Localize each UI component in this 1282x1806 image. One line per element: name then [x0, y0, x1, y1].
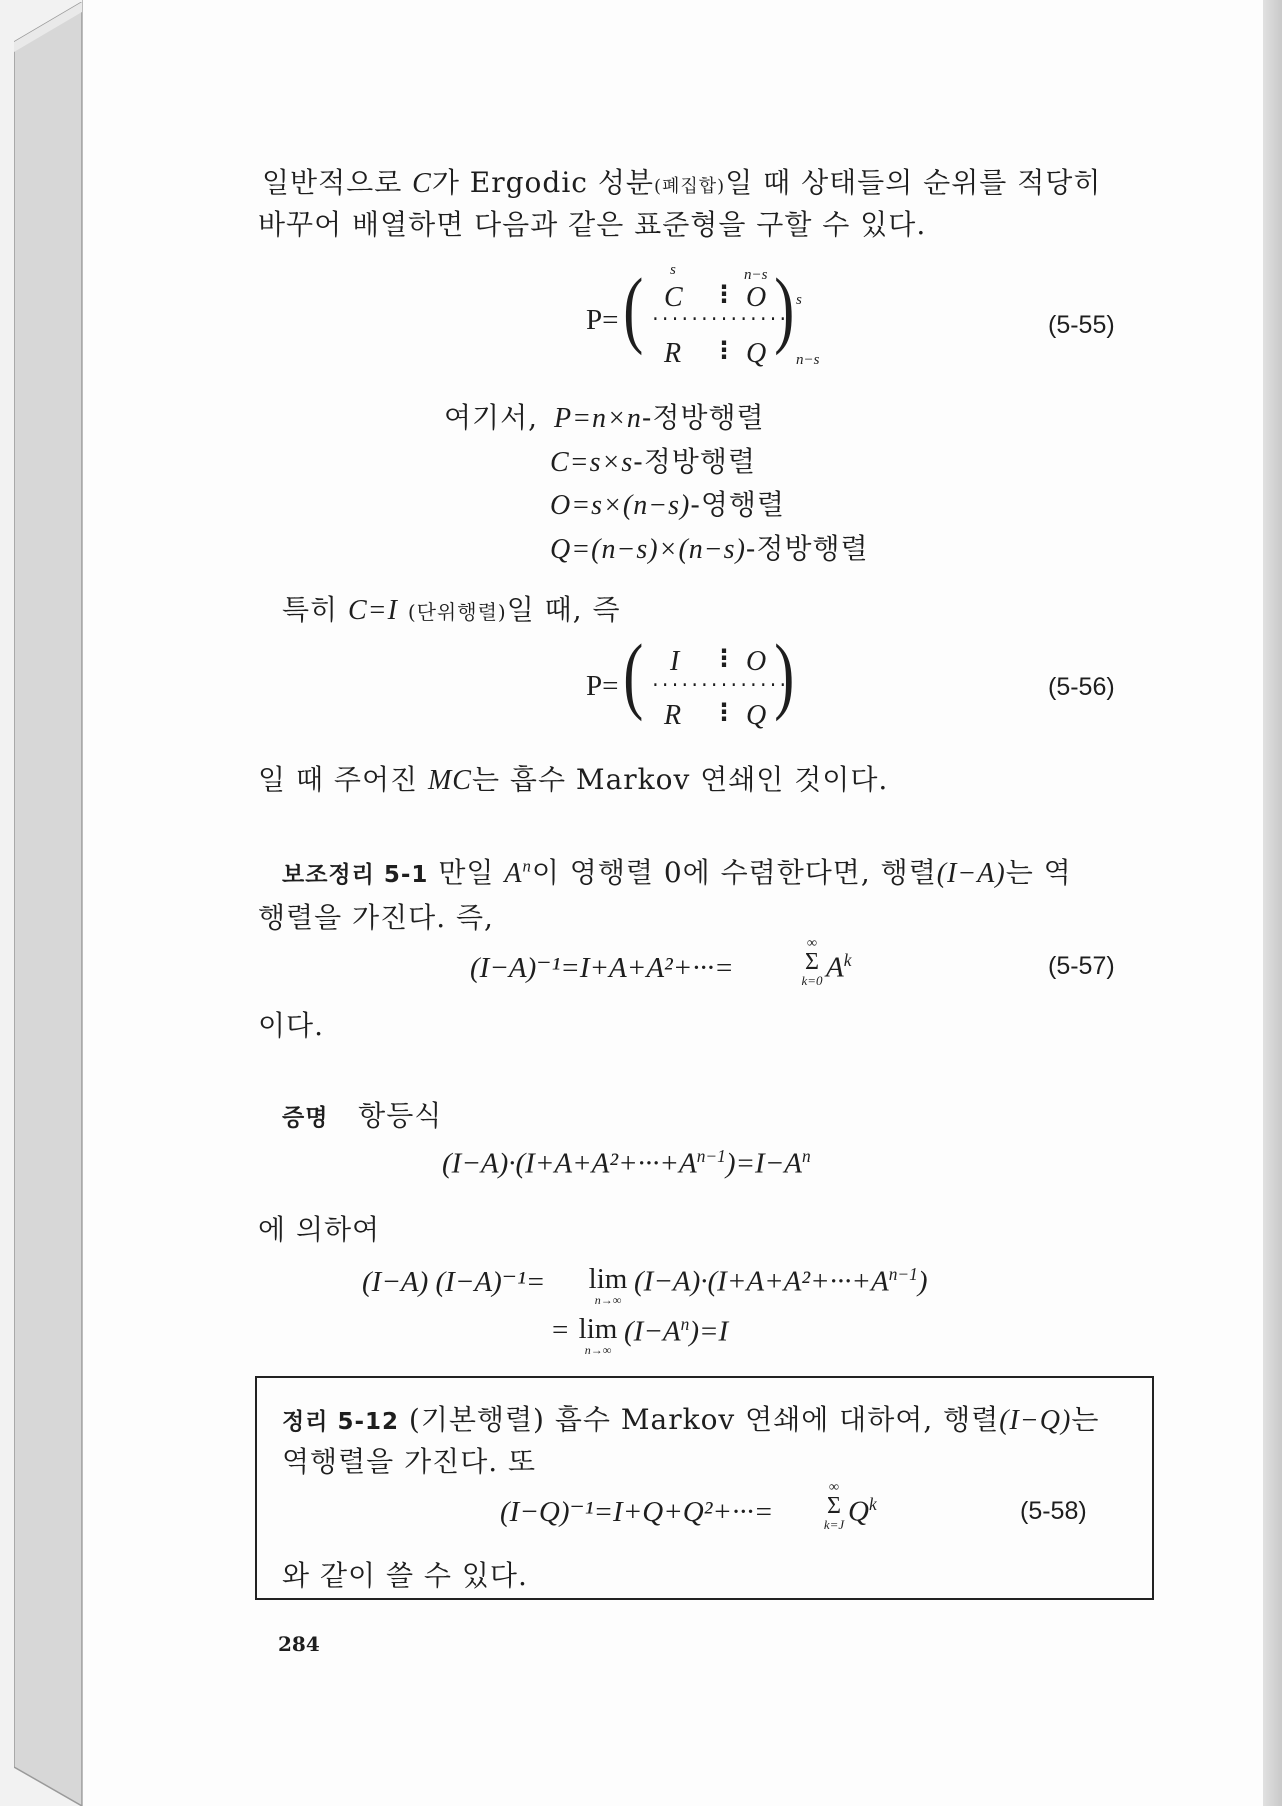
text: 이 영행렬 0에 수렴한다면, 행렬: [531, 856, 937, 889]
proof-lim1: [584, 1264, 632, 1306]
eq-part: (I−A: [624, 1315, 681, 1348]
eq-sup: n: [802, 1146, 811, 1166]
eq57-number: (5-57): [1048, 952, 1115, 980]
math: C=s×s: [550, 447, 634, 478]
eq-part: )=I: [689, 1315, 729, 1348]
eq58-expression: (I−Q)⁻¹=I+Q+Q²+···=: [500, 1496, 774, 1528]
lemma-line1: [282, 851, 1072, 891]
eq-sup: n−1: [696, 1146, 726, 1166]
eq55-cell-q: Q: [746, 338, 767, 369]
sum-upper: ∞: [807, 936, 817, 951]
theorem-box-left: [255, 1376, 257, 1600]
lemma-line2: 행렬을 가진다. 즉,: [258, 901, 494, 934]
proof-heading: [282, 1094, 442, 1134]
where-intro: 여기서,: [444, 401, 539, 434]
term-sup: k: [843, 950, 852, 970]
paragraph-intro-line1: [262, 161, 1101, 201]
lim: lim: [578, 1313, 618, 1345]
page-number: 284: [278, 1632, 320, 1656]
text: 는 흡수 Markov 연쇄인 것이다.: [471, 763, 889, 796]
math: C=I: [348, 595, 398, 626]
text: -영행렬: [690, 488, 785, 521]
math: MC: [427, 765, 472, 796]
eq56-left-paren: (: [623, 626, 644, 722]
eq55-top-s: s: [670, 262, 676, 278]
eq55-cell-o: O: [746, 282, 767, 313]
theorem-title: 정리 5-12: [282, 1409, 399, 1435]
theorem-box-right: [1152, 1376, 1154, 1600]
text: 일 때 주어진: [258, 763, 428, 796]
eq57-lhs: (I−A)⁻¹=I+A+A²+···=: [470, 952, 734, 984]
sum-symbol: Σ: [827, 1493, 841, 1519]
math: P=n×n: [554, 403, 642, 434]
paragraph-intro-line2: 바꾸어 배열하면 다음과 같은 표준형을 구할 수 있다.: [258, 208, 927, 241]
theorem-box-top: [255, 1376, 1153, 1378]
theorem-name: (기본행렬): [399, 1403, 545, 1436]
text: -정방행렬: [745, 532, 869, 565]
eq57-expression: [470, 950, 734, 985]
sum-lower: k=J: [823, 1517, 845, 1532]
eq56-lhs: P=: [586, 670, 619, 702]
eq57-term: [826, 950, 851, 985]
math: A: [504, 858, 523, 889]
eq55-left-paren: (: [623, 260, 644, 356]
lim-sub: n→∞: [584, 1343, 612, 1357]
eq56-separator-bottom: ⋮: [712, 698, 736, 726]
eq56-right-paren: ): [774, 626, 795, 722]
sum-lower: k=0: [801, 973, 823, 988]
eq56-dotted-rule: ··············: [650, 676, 788, 696]
absorbing-line: [258, 758, 888, 798]
eq55-lhs: P=: [586, 304, 619, 336]
eq55-right-paren: ): [774, 260, 795, 356]
proof-lim2: [574, 1314, 622, 1356]
paren-note: (단위행렬): [407, 600, 507, 624]
math-c: C: [412, 168, 432, 199]
text: 특히: [282, 593, 348, 626]
math: Q=(n−s)×(n−s): [550, 534, 746, 565]
proof-line1-lhs: (I−A) (I−A)⁻¹=: [362, 1266, 546, 1298]
term-sup: k: [868, 1494, 877, 1514]
eq56-cell-r: R: [664, 700, 682, 731]
math: O=s×(n−s): [550, 490, 691, 521]
eq55-separator-top: ⋮: [712, 280, 736, 308]
eq55-cell-r: R: [664, 338, 682, 369]
paren-note: (폐집합): [653, 176, 726, 197]
proof-line2-rhs: [624, 1314, 728, 1349]
eq-part: ): [917, 1265, 928, 1298]
theorem-box-bottom: [255, 1598, 1153, 1600]
text: 만일: [428, 856, 505, 889]
math-sup: n: [522, 856, 532, 876]
eq55-right-s: s: [796, 292, 802, 308]
eq56-cell-q: Q: [746, 700, 767, 731]
term: Q: [848, 1495, 869, 1528]
proof-line2-eq: =: [552, 1314, 569, 1346]
eq56-number: (5-56): [1048, 673, 1115, 701]
where-line1: [554, 396, 765, 436]
theorem-line2: 역행렬을 가진다. 또: [282, 1445, 537, 1478]
page-edge: [1262, 0, 1282, 1806]
proof-line1-rhs: [634, 1264, 928, 1299]
lemma-end: 이다.: [258, 1009, 324, 1042]
sum-upper: ∞: [829, 1480, 839, 1495]
text: 는 역: [1005, 856, 1072, 889]
text: 일 때, 즉: [506, 593, 621, 626]
eq-part: (I−A)·(I+A+A²+···+A: [442, 1147, 697, 1180]
sum-symbol: Σ: [805, 949, 819, 975]
eq55-separator-bottom: ⋮: [712, 336, 736, 364]
term: A: [826, 951, 844, 984]
lim-sub: n→∞: [594, 1293, 622, 1307]
eq55-cell-c: C: [664, 282, 683, 313]
math: (I−Q): [999, 1405, 1072, 1436]
where-line4: [550, 527, 869, 567]
eq55-number: (5-55): [1048, 311, 1115, 339]
eq55-dotted-rule: ··············: [650, 310, 788, 330]
eq56-separator-top: ⋮: [712, 644, 736, 672]
text: -정방행렬: [633, 445, 756, 478]
text: -정방행렬: [641, 401, 765, 434]
eq-part: )=I−A: [725, 1147, 802, 1180]
text: 흡수 Markov 연쇄에 대하여, 행렬: [544, 1403, 1000, 1436]
eq58-sum: [822, 1482, 846, 1532]
eq-sup: n: [680, 1314, 690, 1334]
proof-by: 에 의하여: [258, 1213, 381, 1246]
eq55-right-ns: n−s: [796, 352, 820, 368]
where-line2: [550, 440, 756, 480]
text: 일반적으로: [262, 166, 413, 199]
proof-title: 증명: [282, 1105, 329, 1131]
text: 항등식: [358, 1099, 443, 1132]
eq-sup: n−1: [888, 1264, 918, 1284]
eq-part: (I−A)·(I+A+A²+···+A: [634, 1265, 889, 1298]
text: 일 때 상태들의 순위를 적당히: [725, 166, 1102, 199]
where-line3: [550, 483, 785, 523]
theorem-line1: [282, 1398, 1099, 1438]
eq56-cell-o: O: [746, 646, 767, 677]
special-case-line: [282, 588, 621, 628]
lim: lim: [588, 1263, 628, 1295]
eq56-cell-i: I: [670, 646, 680, 677]
lemma-title: 보조정리 5-1: [282, 862, 429, 888]
proof-identity-eq: [442, 1146, 811, 1181]
text: 가 Ergodic 성분: [431, 166, 654, 199]
eq57-sum: [800, 938, 824, 988]
eq55-top-ns: n−s: [744, 267, 768, 283]
text: 는: [1071, 1403, 1100, 1436]
book-spine: [14, 2, 82, 1806]
math: (I−A): [936, 858, 1006, 889]
eq58-number: (5-58): [1020, 1497, 1087, 1525]
theorem-end: 와 같이 쓸 수 있다.: [282, 1559, 528, 1592]
eq58-term: [848, 1494, 877, 1529]
